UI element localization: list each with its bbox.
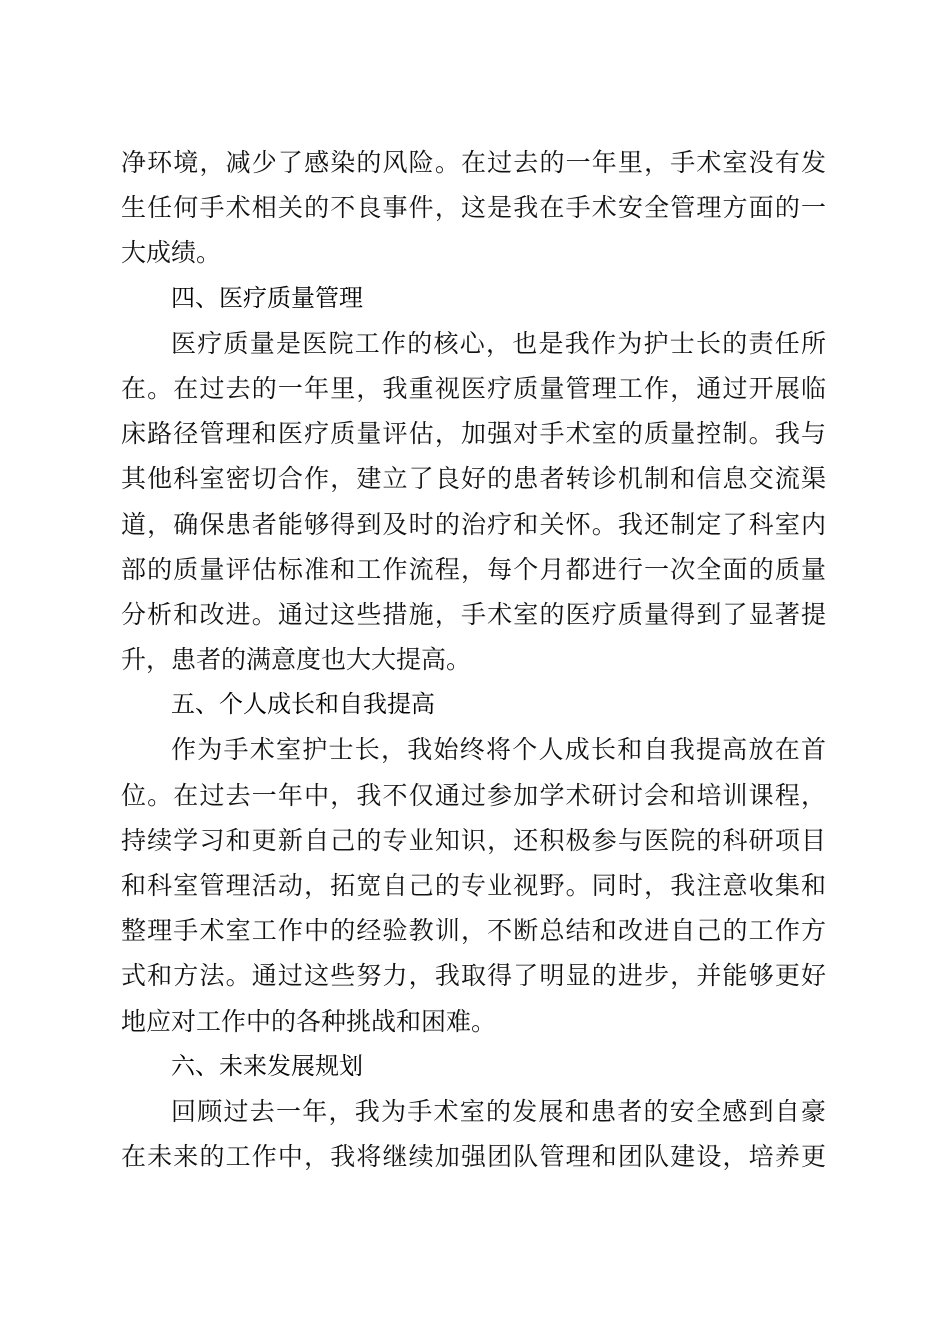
section-quality-line-1: 医疗质量是医院工作的核心，也是我作为护士长的责任所 [171,328,826,358]
section-quality-line-6: 部的质量评估标准和工作流程，每个月都进行一次全面的质量 [121,554,826,584]
section-quality-line-2: 在。在过去的一年里，我重视医疗质量管理工作，通过开展临 [121,373,826,403]
intro-line-3: 大成绩。 [121,238,222,268]
section-quality-line-5: 道，确保患者能够得到及时的治疗和关怀。我还制定了科室内 [121,509,826,539]
section-growth-line-1: 作为手术室护士长，我始终将个人成长和自我提高放在首 [171,735,826,765]
section-growth-line-5: 整理手术室工作中的经验教训，不断总结和改进自己的工作方 [121,916,826,946]
section-future-line-2: 在未来的工作中，我将继续加强团队管理和团队建设，培养更 [121,1142,826,1172]
section-heading-future: 六、未来发展规划 [171,1051,363,1080]
document-body [121,140,826,1179]
intro-line-1: 净环境，减少了感染的风险。在过去的一年里，手术室没有发 [121,148,826,177]
section-quality-line-4: 其他科室密切合作，建立了良好的患者转诊机制和信息交流渠 [121,464,826,494]
section-growth-line-3: 持续学习和更新自己的专业知识，还积极参与医院的科研项目 [121,825,826,855]
section-quality-line-3: 床路径管理和医疗质量评估，加强对手术室的质量控制。我与 [121,419,826,449]
section-growth-line-2: 位。在过去一年中，我不仅通过参加学术研讨会和培训课程， [121,780,826,810]
intro-line-2: 生任何手术相关的不良事件，这是我在手术安全管理方面的一 [121,193,826,223]
section-quality-line-8: 升，患者的满意度也大大提高。 [121,645,472,675]
section-heading-quality: 四、医疗质量管理 [171,283,363,312]
section-future-line-1: 回顾过去一年，我为手术室的发展和患者的安全感到自豪 [171,1096,826,1126]
section-quality-line-7: 分析和改进。通过这些措施，手术室的医疗质量得到了显著提 [121,599,826,629]
section-growth-line-7: 地应对工作中的各种挑战和困难。 [121,1006,497,1036]
section-heading-growth: 五、个人成长和自我提高 [171,690,435,719]
section-growth-line-6: 式和方法。通过这些努力，我取得了明显的进步，并能够更好 [121,961,826,991]
section-growth-line-4: 和科室管理活动，拓宽自己的专业视野。同时，我注意收集和 [121,871,826,900]
